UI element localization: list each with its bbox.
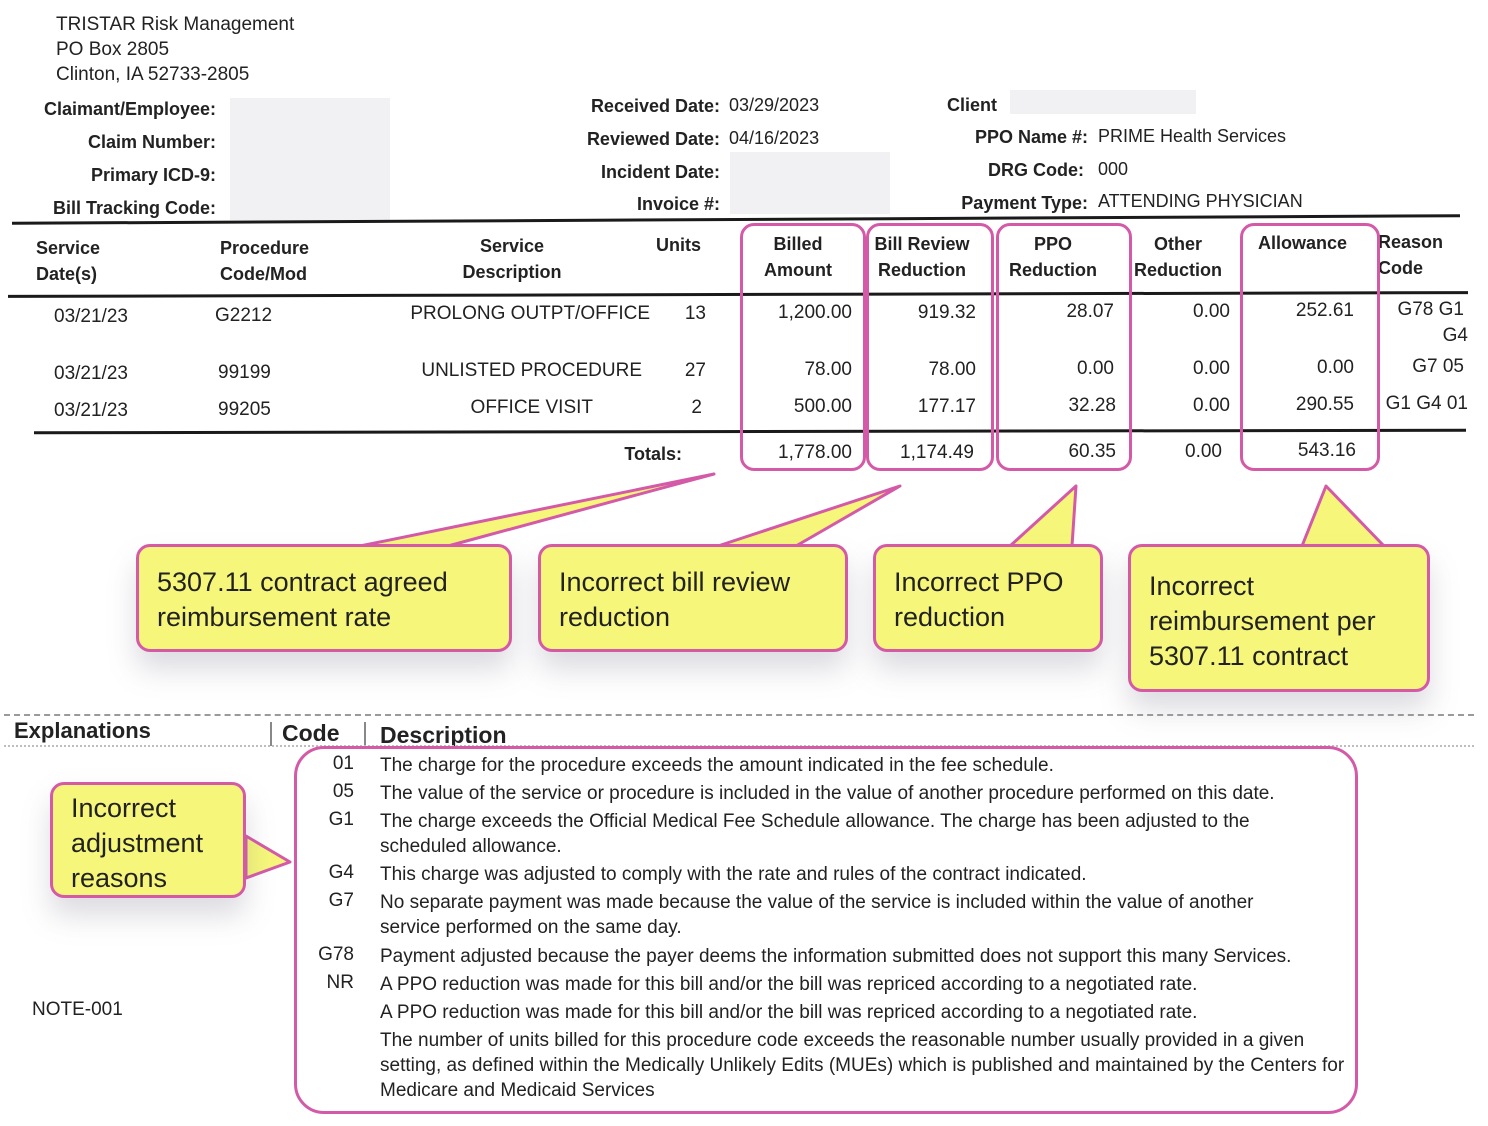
claimant-label: Claimant/Employee:: [43, 99, 216, 119]
col-header-units: Units: [656, 235, 701, 255]
explanations-divider: [270, 722, 272, 746]
col-header-allowance: Allowance: [1258, 233, 1348, 253]
payment-type-label: Payment Type:: [961, 193, 1088, 213]
incident-date-label: Incident Date:: [600, 162, 720, 182]
ppo-name-value: PRIME Health Services: [1098, 126, 1287, 146]
highlight-explanations: [294, 746, 1358, 1114]
bill-tracking-label: Bill Tracking Code:: [52, 198, 216, 218]
note-label: NOTE-001: [32, 999, 123, 1020]
received-date-label: Received Date:: [590, 96, 720, 116]
explanations-code-header: Code: [282, 720, 340, 746]
callout-ppo: Incorrect PPO reduction: [873, 544, 1103, 652]
explanations-top-rule: [4, 714, 1474, 718]
drg-code-value: 000: [1098, 159, 1129, 179]
pointer-adjustment: [246, 836, 290, 878]
reviewed-date-value: 04/16/2023: [729, 128, 820, 148]
company-city: Clinton, IA 52733-2805: [56, 64, 250, 85]
pointer-reimbursement: [1302, 486, 1384, 546]
col-header-procedure: Procedure Code/Mod: [220, 238, 310, 284]
col-header-bill-review: Bill Review Reduction: [874, 234, 970, 280]
col-header-reason: Reason Code: [1378, 232, 1444, 278]
callout-reimbursement: Incorrect reimbursement per 5307.11 contract: [1128, 544, 1430, 692]
company-name: TRISTAR Risk Management: [56, 14, 295, 35]
received-date-value: 03/29/2023: [729, 95, 820, 115]
client-label: Client: [946, 95, 997, 115]
invoice-label: Invoice #:: [636, 194, 720, 214]
ppo-name-label: PPO Name #:: [974, 127, 1088, 147]
pointer-bill-review: [718, 486, 900, 546]
explanations-divider: [364, 722, 366, 746]
icd-label: Primary ICD-9:: [90, 165, 216, 185]
callout-bill-review: Incorrect bill review reduction: [538, 544, 848, 652]
col-header-service-date: Service Date(s): [36, 238, 101, 284]
totals-label: Totals:: [624, 444, 682, 464]
payment-type-value: ATTENDING PHYSICIAN: [1098, 191, 1303, 211]
company-po-box: PO Box 2805: [56, 39, 170, 60]
claim-number-label: Claim Number:: [87, 132, 216, 152]
callout-adjustment: Incorrect adjustment reasons: [50, 782, 246, 898]
pointer-ppo: [1010, 486, 1076, 546]
reviewed-date-label: Reviewed Date:: [586, 129, 720, 149]
col-header-billed: Billed Amount: [764, 234, 832, 280]
explanations-title: Explanations: [14, 718, 151, 743]
callout-contract-rate: 5307.11 contract agreed reimbursement rate: [136, 544, 512, 652]
pointer-contract-rate: [360, 474, 714, 546]
col-header-description: Service Description: [462, 236, 562, 282]
drg-code-label: DRG Code:: [988, 160, 1084, 180]
col-header-other: Other Reduction: [1134, 234, 1222, 280]
col-header-ppo: PPO Reduction: [1009, 234, 1097, 280]
explanations-desc-header: Description: [380, 722, 507, 748]
